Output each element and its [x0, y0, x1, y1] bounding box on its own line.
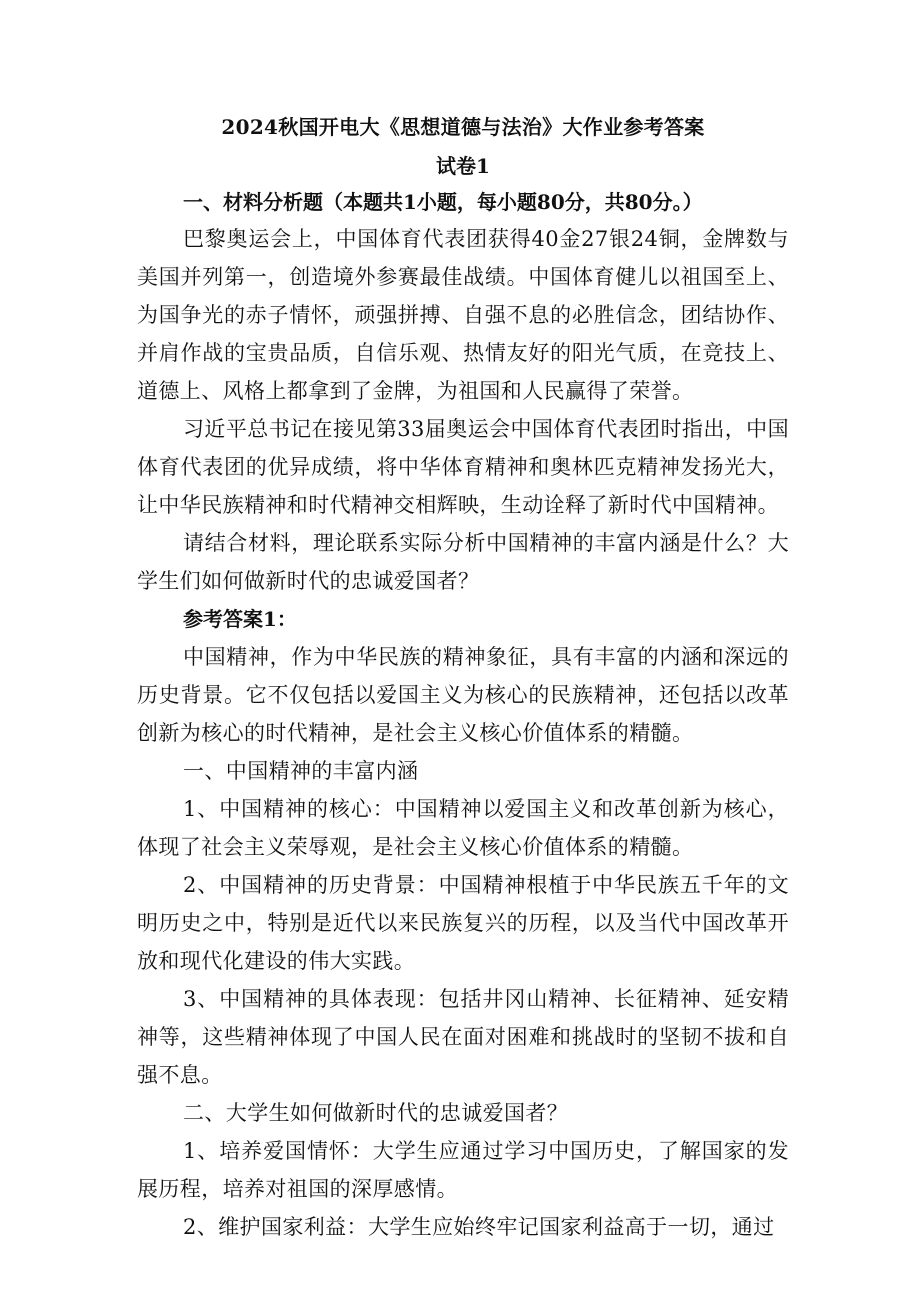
answer-paragraph: 1、培养爱国情怀：大学生应通过学习中国历史，了解国家的发展历程，培养对祖国的深厚感情。 [137, 1139, 789, 1201]
answer-paragraph: 2、维护国家利益：大学生应始终牢记国家利益高于一切，通过 [183, 1215, 775, 1239]
material-paragraph: 巴黎奥运会上，中国体育代表团获得40金27银24铜，金牌数与美国并列第一，创造境外参赛最佳战绩。中国体育健儿以祖国至上、为国争光的赤子情怀，顽强拼搏、自强不息的必胜信念，团结协作、并肩作战的宝贵品质，自信乐观、热情友好的阳光气质，在竞技上、道德上、风格上都拿到了金牌，为祖国和人民赢得了荣誉。 [137, 227, 789, 403]
answer-subheading: 二、大学生如何做新时代的忠诚爱国者？ [183, 1101, 569, 1125]
material-paragraph: 习近平总书记在接见第33届奥运会中国体育代表团时指出，中国体育代表团的优异成绩，将中华体育精神和奥林匹克精神发扬光大，让中华民族精神和时代精神交相辉映，生动诠释了新时代中国精神。 [137, 417, 789, 517]
answer-paragraph: 1、中国精神的核心：中国精神以爱国主义和改革创新为核心，体现了社会主义荣辱观，是社会主义核心价值体系的精髓。 [137, 797, 789, 859]
question-paragraph: 请结合材料，理论联系实际分析中国精神的丰富内涵是什么？大学生们如何做新时代的忠诚爱国者？ [137, 531, 789, 593]
answer-paragraph: 2、中国精神的历史背景：中国精神根植于中华民族五千年的文明历史之中，特别是近代以来民族复兴的历程，以及当代中国改革开放和现代化建设的伟大实践。 [137, 873, 789, 973]
document-subtitle: 试卷1 [436, 154, 490, 178]
document-title: 2024秋国开电大《思想道德与法治》大作业参考答案 [221, 115, 705, 139]
document-page [137, 106, 789, 1246]
section-heading: 一、材料分析题（本题共1小题，每小题80分，共80分。） [183, 190, 703, 214]
answer-heading: 参考答案1： [183, 607, 297, 631]
answer-paragraph: 中国精神，作为中华民族的精神象征，具有丰富的内涵和深远的历史背景。它不仅包括以爱国主义为核心的民族精神，还包括以改革创新为核心的时代精神，是社会主义核心价值体系的精髓。 [137, 645, 789, 745]
answer-subheading: 一、中国精神的丰富内涵 [183, 759, 419, 783]
answer-paragraph: 3、中国精神的具体表现：包括井冈山精神、长征精神、延安精神等，这些精神体现了中国人民在面对困难和挑战时的坚韧不拔和自强不息。 [137, 987, 789, 1087]
